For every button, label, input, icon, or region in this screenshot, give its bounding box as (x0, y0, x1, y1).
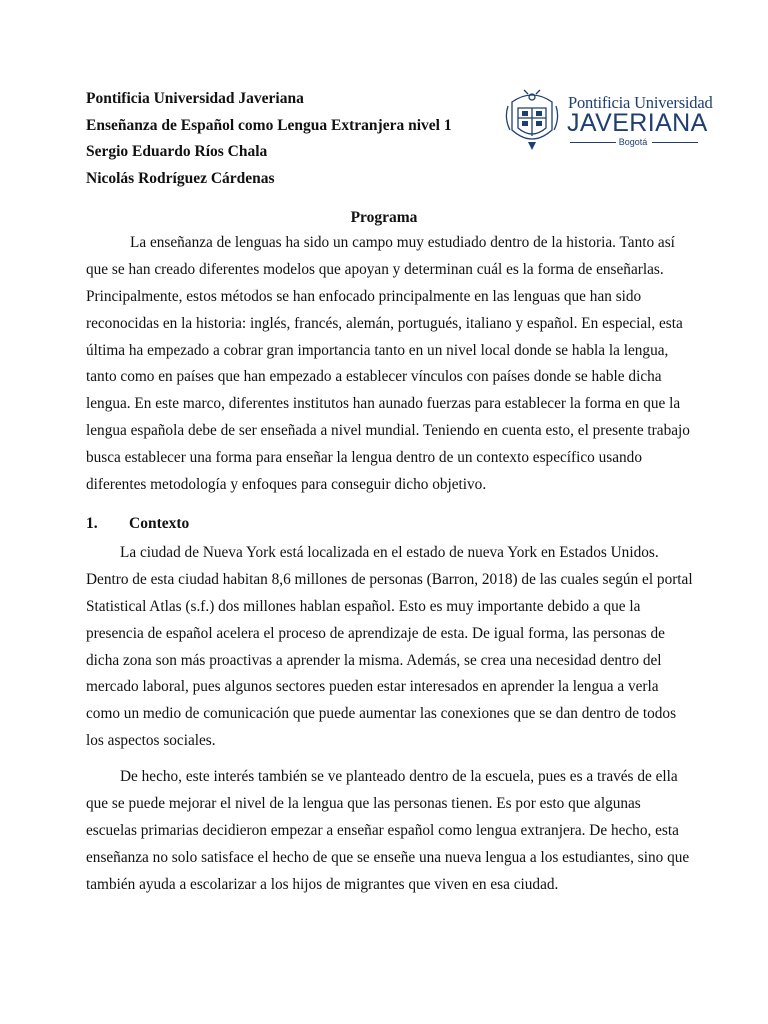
paragraph-line: que se han creado diferentes modelos que apoyan y determinan cuál es la forma de enseñarlas. (86, 260, 664, 278)
paragraph-line: Dentro de esta ciudad habitan 8,6 millones de personas (Barron, 2018) de las cuales según el portal (86, 570, 693, 588)
header-author-1: Sergio Eduardo Ríos Chala (86, 143, 268, 160)
paragraph-line: diferentes metodología y enfoques para conseguir dicho objetivo. (86, 476, 487, 494)
paragraph-line: La enseñanza de lenguas ha sido un campo muy estudiado dentro de la historia. Tanto así (130, 234, 675, 251)
paragraph-line: también ayuda a escolarizar a los hijos de migrantes que viven en esa ciudad. (86, 875, 559, 893)
university-logo (502, 84, 713, 154)
paragraph-line: dicha zona son más proactivas a aprender la misma. Además, se crea una necesidad dentro del (86, 651, 662, 669)
paragraph-line: tanto como en países que han empezado a establecer vínculos con países donde se hable dicha (86, 368, 662, 386)
header-course: Enseñanza de Español como Lengua Extranjera nivel 1 (86, 116, 452, 134)
paragraph-line: Statistical Atlas (s.f.) dos millones hablan español. Esto es muy importante debido a que la (86, 597, 641, 615)
paragraph-line: como un medio de comunicación que puede aumentar las conexiones que se dan dentro de todos (86, 705, 677, 723)
logo-text-javeriana: JAVERIANA (567, 109, 708, 137)
paragraph-context (86, 540, 693, 755)
document-title: Programa (350, 209, 418, 226)
logo-text-city: Bogotá (618, 137, 648, 147)
logo-text-pontificia: Pontificia Universidad (568, 93, 713, 112)
section-title: Contexto (129, 515, 190, 532)
header-institution: Pontificia Universidad Javeriana (86, 90, 304, 107)
paragraph-line: La ciudad de Nueva York está localizada en el estado de nueva York en Estados Unidos. (120, 544, 659, 561)
paragraph-line: lengua española debe de ser enseñada a nivel mundial. Teniendo en cuenta esto, el presente trabajo (86, 422, 690, 440)
paragraph-line: De hecho, este interés también se ve planteado dentro de la escuela, pues es a través de ella (120, 768, 678, 785)
document-header (86, 86, 452, 192)
paragraph-line: mercado laboral, pues algunos sectores pueden estar interesados en aprender la lengua a verla (86, 678, 659, 696)
paragraph-intro (86, 230, 690, 499)
section-number: 1. (86, 515, 98, 532)
paragraph-line: última ha empezado a cobrar gran importancia tanto en un nivel local donde se habla la lengua, (86, 341, 669, 359)
paragraph-line: enseñanza no solo satisface el hecho de que se enseñe una nueva lengua a los estudiantes, sino que (86, 848, 690, 866)
paragraph-line: Principalmente, estos métodos se han enfocado principalmente en las lenguas que han sido (86, 287, 642, 305)
section-heading-contexto (86, 515, 189, 533)
university-seal-icon (502, 84, 562, 154)
paragraph-line: presencia de español acelera el proceso de aprendizaje de esta. De igual forma, las personas de (86, 624, 665, 642)
paragraph-line: reconocidas en la historia: inglés, francés, alemán, portugués, italiano y español. En especial, esta (86, 314, 683, 332)
paragraph-line: lengua. En este marco, diferentes institutos han aunado fuerzas para establecer la forma en que la (86, 395, 681, 413)
paragraph-line: escuelas primarias decidieron empezar a enseñar español como lengua extranjera. De hecho, esta (86, 821, 679, 839)
paragraph-line: que se puede mejorar el nivel de la lengua que las personas tienen. Es por esto que algunas (86, 794, 641, 812)
paragraph-school (86, 764, 690, 898)
paragraph-line: busca establecer una forma para enseñar la lengua dentro de un contexto específico usando (86, 449, 642, 467)
header-author-2: Nicolás Rodríguez Cárdenas (86, 169, 275, 187)
paragraph-line: los aspectos sociales. (86, 732, 216, 750)
